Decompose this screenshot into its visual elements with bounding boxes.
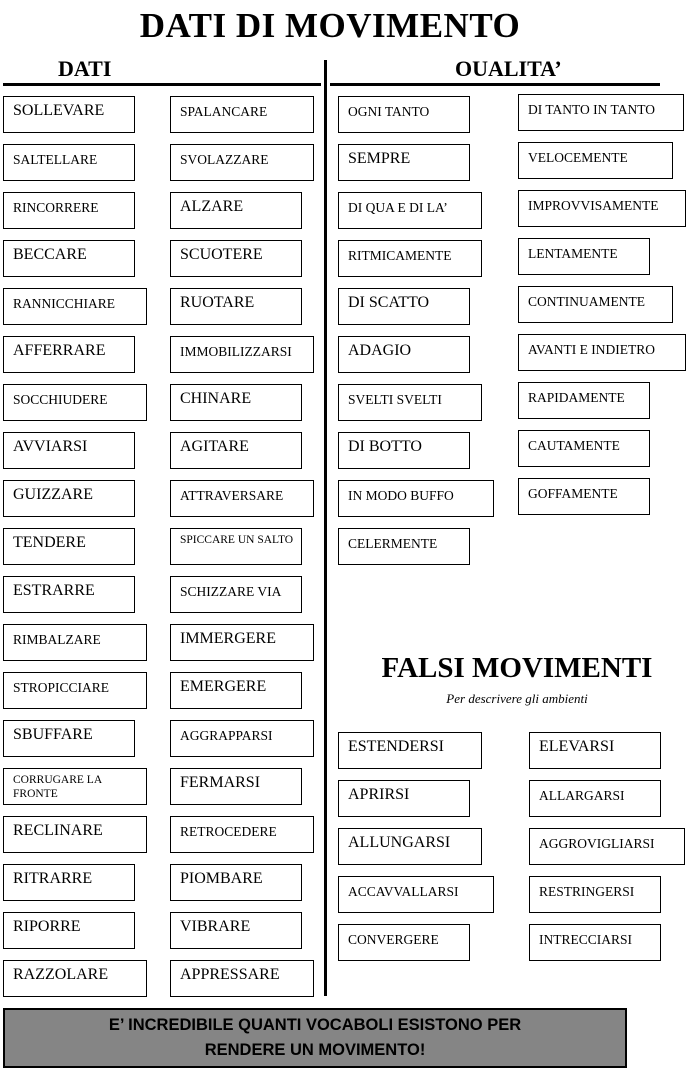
dati-word: ATTRAVERSARE [170, 480, 314, 517]
header-dati: DATI [58, 56, 112, 81]
dati-word: STROPICCIARE [3, 672, 147, 709]
dati-word: SOCCHIUDERE [3, 384, 147, 421]
dati-word: PIOMBARE [170, 864, 302, 901]
dati-word: SOLLEVARE [3, 96, 135, 133]
dati-word: RINCORRERE [3, 192, 135, 229]
qualita-word: SVELTI SVELTI [338, 384, 482, 421]
dati-word: RUOTARE [170, 288, 302, 325]
dati-word: RIPORRE [3, 912, 135, 949]
falsi-word: ELEVARSI [529, 732, 661, 769]
qualita-word: DI QUA E DI LA’ [338, 192, 482, 229]
dati-word: AFFERRARE [3, 336, 135, 373]
qualita-word: IN MODO BUFFO [338, 480, 494, 517]
footer-line-1: E’ INCREDIBILE QUANTI VOCABOLI ESISTONO PER [108, 1016, 522, 1034]
qualita-word: DI TANTO IN TANTO [518, 94, 684, 131]
dati-word: AGGRAPPARSI [170, 720, 314, 757]
qualita-word: GOFFAMENTE [518, 478, 650, 515]
falsi-word: INTRECCIARSI [529, 924, 661, 961]
qualita-word: CONTINUAMENTE [518, 286, 673, 323]
qualita-word: DI BOTTO [338, 432, 470, 469]
dati-word: SVOLAZZARE [170, 144, 314, 181]
qualita-word: ADAGIO [338, 336, 470, 373]
qualita-word: LENTAMENTE [518, 238, 650, 275]
dati-word: SALTELLARE [3, 144, 135, 181]
qualita-word: RAPIDAMENTE [518, 382, 650, 419]
dati-word: SBUFFARE [3, 720, 135, 757]
dati-word: AVVIARSI [3, 432, 135, 469]
dati-word: RIMBALZARE [3, 624, 147, 661]
dati-word: RITRARRE [3, 864, 135, 901]
qualita-word: IMPROVVISAMENTE [518, 190, 686, 227]
qualita-word: DI SCATTO [338, 288, 470, 325]
dati-word: IMMERGERE [170, 624, 314, 661]
dati-word: EMERGERE [170, 672, 302, 709]
qualita-word: OGNI TANTO [338, 96, 470, 133]
dati-word: ESTRARRE [3, 576, 135, 613]
falsi-word: CONVERGERE [338, 924, 470, 961]
qualita-word: CELERMENTE [338, 528, 470, 565]
falsi-movimenti-subtitle: Per descrivere gli ambienti [446, 691, 588, 706]
footer-banner [3, 1008, 627, 1068]
dati-word: SPICCARE UN SALTO [170, 528, 302, 565]
dati-word: BECCARE [3, 240, 135, 277]
falsi-word: ALLARGARSI [529, 780, 661, 817]
dati-word: FERMARSI [170, 768, 302, 805]
falsi-word: AGGROVIGLIARSI [529, 828, 685, 865]
qualita-word: RITMICAMENTE [338, 240, 482, 277]
dati-word: CORRUGARE LA FRONTE [3, 768, 147, 805]
dati-word: SCHIZZARE VIA [170, 576, 302, 613]
falsi-word: RESTRINGERSI [529, 876, 661, 913]
qualita-word: AVANTI E INDIETRO [518, 334, 686, 371]
dati-word: APPRESSARE [170, 960, 314, 997]
dati-word: SPALANCARE [170, 96, 314, 133]
dati-word: RETROCEDERE [170, 816, 314, 853]
divider-right [330, 83, 660, 86]
dati-word: VIBRARE [170, 912, 302, 949]
dati-word: GUIZZARE [3, 480, 135, 517]
divider-vertical [324, 60, 327, 996]
dati-word: ALZARE [170, 192, 302, 229]
qualita-word: VELOCEMENTE [518, 142, 673, 179]
dati-word: CHINARE [170, 384, 302, 421]
dati-word: RAZZOLARE [3, 960, 147, 997]
dati-word: AGITARE [170, 432, 302, 469]
dati-word: IMMOBILIZZARSI [170, 336, 314, 373]
falsi-word: ESTENDERSI [338, 732, 482, 769]
divider-left [3, 83, 321, 86]
falsi-movimenti-title: FALSI MOVIMENTI [381, 652, 653, 684]
qualita-word: CAUTAMENTE [518, 430, 650, 467]
falsi-word: APRIRSI [338, 780, 470, 817]
dati-word: RANNICCHIARE [3, 288, 147, 325]
dati-word: TENDERE [3, 528, 135, 565]
footer-line-2: RENDERE UN MOVIMENTO! [204, 1041, 426, 1059]
dati-word: SCUOTERE [170, 240, 302, 277]
qualita-word: SEMPRE [338, 144, 470, 181]
falsi-word: ALLUNGARSI [338, 828, 482, 865]
header-qualita: OUALITA’ [455, 56, 562, 81]
falsi-word: ACCAVVALLARSI [338, 876, 494, 913]
dati-word: RECLINARE [3, 816, 147, 853]
page-title: DATI DI MOVIMENTO [139, 6, 521, 45]
